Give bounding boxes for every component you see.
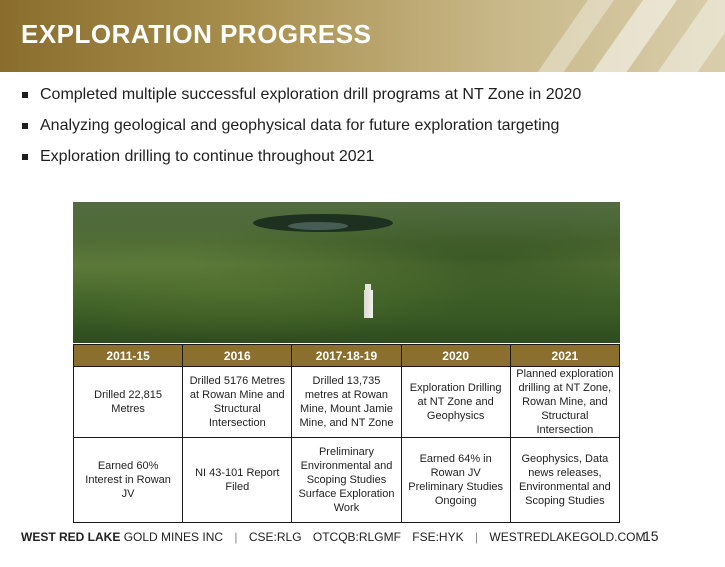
column-header: 2016 bbox=[183, 345, 292, 367]
bullet-item bbox=[22, 115, 581, 146]
bullet-text: Exploration drilling to continue throughout 2021 bbox=[40, 148, 375, 165]
table-cell: Exploration Drilling at NT Zone and Geophysics bbox=[401, 367, 510, 438]
bullet-item bbox=[22, 84, 581, 115]
table-cell: Drilled 22,815 Metres bbox=[74, 367, 183, 438]
column-header: 2011-15 bbox=[74, 345, 183, 367]
table-header-row bbox=[74, 345, 620, 367]
table-row bbox=[74, 367, 620, 438]
bullet-square-icon bbox=[22, 154, 28, 160]
bullet-item bbox=[22, 146, 581, 177]
company-name-rest: GOLD MINES INC bbox=[123, 530, 224, 544]
column-header: 2017-18-19 bbox=[292, 345, 401, 367]
bullet-square-icon bbox=[22, 123, 28, 129]
table-cell: Planned exploration drilling at NT Zone, Rowan Mine, and Structural Intersection bbox=[510, 367, 619, 438]
table-row bbox=[74, 438, 620, 523]
bullet-text: Analyzing geological and geophysical data for future exploration targeting bbox=[40, 117, 560, 134]
table-cell: Drilled 13,735 metres at Rowan Mine, Mount Jamie Mine, and NT Zone bbox=[292, 367, 401, 438]
page-number: 15 bbox=[643, 528, 659, 544]
drill-rig bbox=[364, 290, 373, 318]
table-cell: Geophysics, Data news releases, Environmental and Scoping Studies bbox=[510, 438, 619, 523]
slide-title: EXPLORATION PROGRESS bbox=[21, 19, 372, 49]
table-cell: Earned 60% Interest in Rowan JV bbox=[74, 438, 183, 523]
column-header: 2021 bbox=[510, 345, 619, 367]
bullet-list bbox=[22, 84, 581, 177]
table-cell: Earned 64% in Rowan JV Preliminary Studies Ongoing bbox=[401, 438, 510, 523]
otcqb-ticker: OTCQB:RLGMF bbox=[312, 530, 401, 544]
bullet-square-icon bbox=[22, 92, 28, 98]
footer: WEST RED LAKE GOLD MINES INC | CSE:RLG OTCQB:RLGMF FSE:HYK | WESTREDLAKEGOLD.COM bbox=[21, 530, 646, 544]
column-header: 2020 bbox=[401, 345, 510, 367]
slide-header bbox=[0, 0, 725, 72]
timeline-table bbox=[73, 344, 620, 523]
cse-ticker: CSE:RLG bbox=[248, 530, 302, 544]
fse-ticker: FSE:HYK bbox=[412, 530, 464, 544]
bullet-text: Completed multiple successful exploration drill programs at NT Zone in 2020 bbox=[40, 86, 582, 103]
website-link[interactable]: WESTREDLAKEGOLD.COM bbox=[489, 530, 646, 544]
table-cell: Preliminary Environmental and Scoping Studies Surface Exploration Work bbox=[292, 438, 401, 523]
company-name: WEST RED LAKE bbox=[21, 530, 121, 544]
table-cell: NI 43-101 Report Filed bbox=[183, 438, 292, 523]
table-cell: Drilled 5176 Metres at Rowan Mine and Structural Intersection bbox=[183, 367, 292, 438]
forest-aerial-photo bbox=[73, 202, 620, 343]
